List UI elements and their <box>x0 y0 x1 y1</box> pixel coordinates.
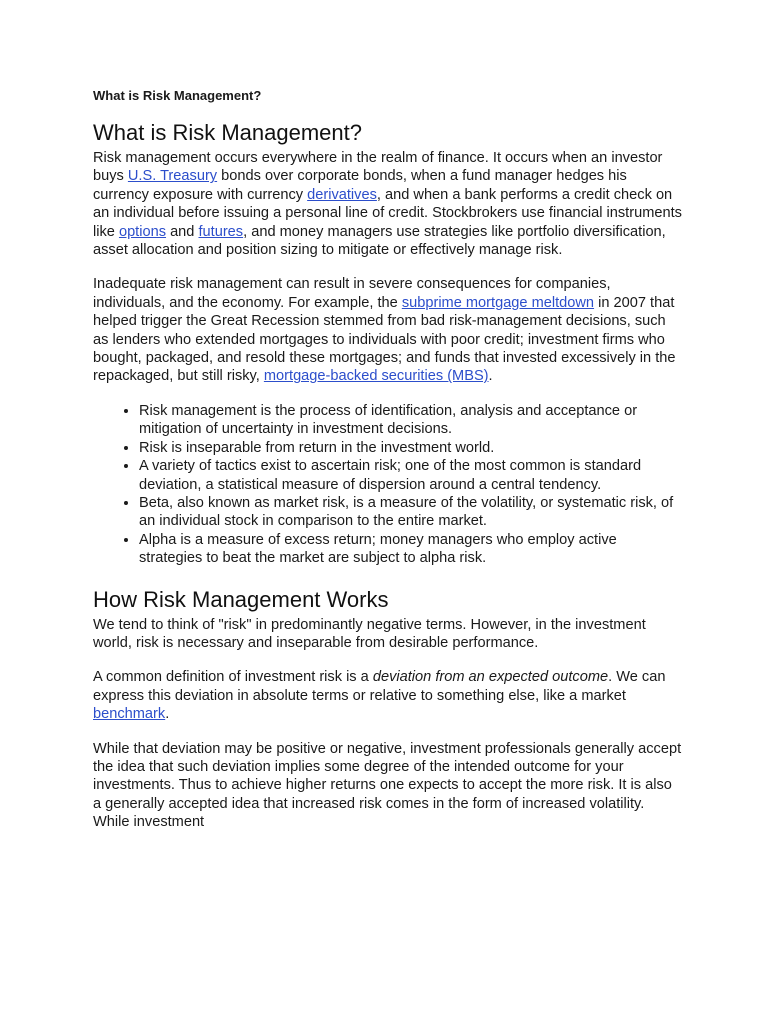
us-treasury-link[interactable]: U.S. Treasury <box>127 168 218 185</box>
list-item: • Risk management is the process of identification, analysis and acceptance or mitigation of uncertainty in investment decisions. <box>139 402 683 439</box>
text-run: . <box>165 706 170 723</box>
options-link[interactable]: options <box>118 223 167 240</box>
benchmark-link[interactable]: benchmark <box>93 706 166 723</box>
article-body <box>93 119 683 848</box>
text-run: bonds over corporate bonds, when a fund manager hedges his currency exposure with currency <box>93 168 627 203</box>
document-title: What is Risk Management? <box>93 88 262 103</box>
paragraph: While that deviation may be positive or negative, investment professionals generally accept the idea that such deviation implies some degree of the intended outcome for your investments. Thus to achieve higher returns one expects to accept the more risk. It is also a generally accepted idea that increased risk comes in the form of increased volatility. While investment <box>93 740 682 831</box>
section-heading: How Risk Management Works <box>93 586 389 612</box>
text-run: Risk management occurs everywhere in the realm of finance. It occurs when an investor buys <box>93 150 663 185</box>
paragraph <box>93 275 683 385</box>
paragraph: We tend to think of "risk" in predominantly negative terms. However, in the investment world, risk is necessary and inseparable from desirable performance. <box>93 616 646 651</box>
derivatives-link[interactable]: derivatives <box>307 186 377 203</box>
section-heading: What is Risk Management? <box>93 120 362 145</box>
key-takeaways-list <box>93 402 683 568</box>
text-run: . We can express this deviation in absolute terms or relative to something else, like a market <box>93 669 666 704</box>
text-run: Inadequate risk management can result in severe consequences for companies, individuals, and the economy. For example, the <box>93 276 611 311</box>
mbs-link[interactable]: mortgage-backed securities (MBS) <box>263 368 489 385</box>
text-run: , and money managers use strategies like portfolio diversification, asset allocation and position sizing to mitigate or effectively manage risk. <box>93 223 666 259</box>
text-run: A common definition of investment risk is a <box>93 669 373 686</box>
subprime-mortgage-meltdown-link[interactable]: subprime mortgage meltdown <box>401 294 595 311</box>
list-item: • Alpha is a measure of excess return; money managers who employ active strategies to beat the market are subject to alpha risk. <box>139 531 683 568</box>
text-run: . <box>488 368 493 385</box>
paragraph <box>93 668 683 723</box>
emphasis: deviation from an expected outcome <box>372 669 609 686</box>
list-item: • Beta, also known as market risk, is a measure of the volatility, or systematic risk, of an individual stock in comparison to the entire market. <box>139 494 683 531</box>
futures-link[interactable]: futures <box>198 223 244 240</box>
list-item: • A variety of tactics exist to ascertain risk; one of the most common is standard deviation, a statistical measure of dispersion around a central tendency. <box>139 457 683 494</box>
text-run: , and when a bank performs a credit check on an individual before issuing a personal line of credit. Stockbrokers use financial instruments like <box>93 186 682 240</box>
paragraph <box>93 149 683 259</box>
text-run: and <box>166 223 199 240</box>
list-item: • Risk is inseparable from return in the investment world. <box>139 439 683 457</box>
text-run: in 2007 that helped trigger the Great Recession stemmed from bad risk-management decisions, such as lenders who extended mortgages to individuals with poor credit; investment firms who bought, packaged, and resold these mortgages; and funds that invested excessively in the repackaged, but still risky, <box>93 294 676 385</box>
